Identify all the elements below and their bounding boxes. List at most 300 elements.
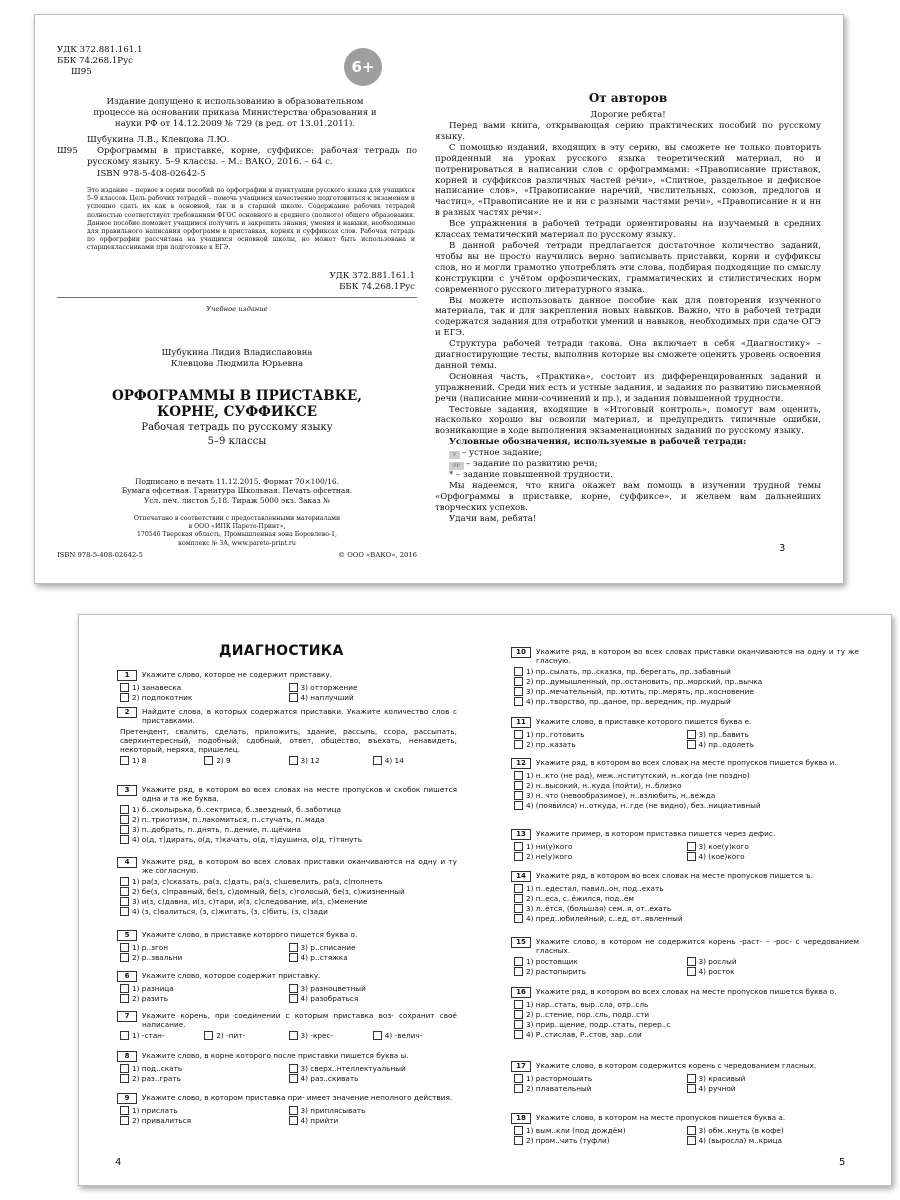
task-word-list: Претендент, свалить, сделать, приложить, здание, рассыпь, ссора, рассыпать, сверхинтересный, подобный, сдобный, ответ, общество, въехать, ненавидеть, некоторый, неряха, пришелец. xyxy=(120,727,457,755)
grades: 5–9 классы xyxy=(207,436,267,447)
checkbox[interactable] xyxy=(514,957,523,966)
task-4 xyxy=(117,857,457,916)
bibliographic-record xyxy=(57,135,417,180)
task-number: 4 xyxy=(117,857,137,868)
checkbox[interactable] xyxy=(514,697,523,706)
answer-option[interactable] xyxy=(514,1020,859,1029)
checkbox[interactable] xyxy=(514,740,523,749)
answer-option[interactable] xyxy=(289,1074,458,1083)
task-number: 6 xyxy=(117,971,137,982)
answer-option[interactable] xyxy=(120,1074,289,1083)
answer-option[interactable] xyxy=(687,740,860,749)
task-3 xyxy=(117,785,457,844)
task-question: Укажите слово, которое не содержит приставку. xyxy=(142,670,333,679)
answer-option-label: 2) н..высокий, н..куда (пойти), н..близко xyxy=(526,781,682,791)
task-2 xyxy=(117,707,457,765)
task-13 xyxy=(511,829,859,861)
title-spread xyxy=(34,14,844,584)
answer-option[interactable] xyxy=(120,835,457,844)
task-number: 15 xyxy=(511,937,531,948)
checkbox[interactable] xyxy=(289,984,298,993)
answer-option[interactable] xyxy=(373,756,457,765)
checkbox[interactable] xyxy=(514,894,523,903)
answer-option-label: 3) обм..кнуть (в кофе) xyxy=(698,1126,784,1135)
title-line-1: ОРФОГРАММЫ В ПРИСТАВКЕ, xyxy=(112,388,362,404)
answer-option[interactable] xyxy=(120,994,289,1003)
answer-option-label: 2) 9 xyxy=(216,756,231,766)
answer-option-label: 2) привалиться xyxy=(132,1116,192,1126)
answer-option[interactable] xyxy=(120,683,289,692)
task-question: Укажите слово, в котором на месте пропусков пишется буква а. xyxy=(536,1113,786,1122)
answer-options xyxy=(511,1000,859,1039)
checkbox[interactable] xyxy=(289,1106,298,1115)
bbk-top: ББК 74.268.1Рус xyxy=(57,55,133,66)
answer-option-label: 4) пр..творство, пр..даное, пр..вередник, пр..мудрый xyxy=(526,697,731,707)
answer-option-label: 2) -пит- xyxy=(216,1031,246,1041)
task-number: 3 xyxy=(117,785,137,796)
answer-option-label: 4) (выросла) м..крица xyxy=(698,1136,782,1146)
legend-speech xyxy=(435,459,821,470)
answer-option[interactable] xyxy=(120,897,457,906)
checkbox[interactable] xyxy=(514,1074,523,1083)
checkbox[interactable] xyxy=(120,693,129,702)
answer-option[interactable] xyxy=(514,842,687,851)
answer-option[interactable] xyxy=(289,1116,458,1125)
preface-p8: Тестовые задания, входящие в «Итоговый контроль», помогут вам оценить, насколько хорошо вы освоили материал, и предупредить типичные ошибки, возникающие в ходе выполнения экзаменационных заданий по русскому языку. xyxy=(435,404,821,437)
checkbox[interactable] xyxy=(120,994,129,1003)
answer-option[interactable] xyxy=(120,943,289,952)
answer-option[interactable] xyxy=(687,1084,860,1093)
task-1 xyxy=(117,670,457,702)
task-number: 2 xyxy=(117,707,137,718)
answer-option[interactable] xyxy=(514,677,859,686)
task-17 xyxy=(511,1061,859,1093)
checkbox[interactable] xyxy=(289,693,298,702)
answer-option-label: 2) р..звальни xyxy=(132,953,183,963)
answer-option-label: 1) под..скать xyxy=(132,1064,183,1073)
answer-options xyxy=(117,877,457,916)
answer-option[interactable] xyxy=(687,1136,860,1145)
answer-option-label: 2) раз..грать xyxy=(132,1074,181,1084)
answer-options xyxy=(117,805,457,844)
checkbox[interactable] xyxy=(120,756,129,765)
task-question: Укажите слово, в корне которого после приставки пишется буква ы. xyxy=(142,1051,409,1060)
book-title xyxy=(57,389,417,420)
answer-option[interactable] xyxy=(514,771,859,780)
checkbox[interactable] xyxy=(120,825,129,834)
checkbox[interactable] xyxy=(514,791,523,800)
checkbox[interactable] xyxy=(514,1084,523,1093)
answer-option-label: 3) приплясывать xyxy=(300,1106,366,1115)
answer-option[interactable] xyxy=(120,825,457,834)
answer-option-label: 1) п..едестал, павил..он, под..ехать xyxy=(526,884,664,893)
checkbox[interactable] xyxy=(687,957,696,966)
answer-option[interactable] xyxy=(289,683,458,692)
checkbox[interactable] xyxy=(204,1031,213,1040)
task-number: 13 xyxy=(511,829,531,840)
diagnostics-title: ДИАГНОСТИКА xyxy=(219,643,344,659)
answer-option-label: 2) п..еса, с..ёжился, под..ём xyxy=(526,894,634,904)
author-2: Клевцова Людмила Юрьевна xyxy=(170,358,304,369)
print-line-3: Усл. печ. листов 5,18. Тираж 5000 экз. Заказ № xyxy=(144,495,330,505)
checkbox[interactable] xyxy=(514,1126,523,1135)
answer-option[interactable] xyxy=(289,953,458,962)
checkbox[interactable] xyxy=(289,683,298,692)
task-number: 17 xyxy=(511,1061,531,1072)
checkbox[interactable] xyxy=(373,1031,382,1040)
checkbox[interactable] xyxy=(514,677,523,686)
checkbox[interactable] xyxy=(120,805,129,814)
answer-option[interactable] xyxy=(289,943,458,952)
checkbox[interactable] xyxy=(120,1031,129,1040)
book-subtitle xyxy=(57,421,417,449)
answer-option[interactable] xyxy=(289,1064,458,1073)
checkbox[interactable] xyxy=(514,884,523,893)
task-question: Укажите корень, при соединении с которым приставка воз- сохранит своё написание. xyxy=(142,1011,457,1030)
page-number-5: 5 xyxy=(839,1157,846,1168)
task-question: Укажите слово, в котором содержится корень с чередованием гласных. xyxy=(536,1061,817,1070)
answer-option-label: 3) п..добрать, п..днять, п..дение, п..щёчина xyxy=(132,825,301,835)
answer-option-label: 2) не(у)кого xyxy=(526,852,573,862)
answer-option[interactable] xyxy=(514,801,859,810)
answer-option-label: 3) р..списание xyxy=(300,943,356,952)
preface-p3: Все упражнения в рабочей тетради ориентированы на изучаемый в средних классах тематический материал по русскому языку. xyxy=(435,219,821,241)
answer-option-label: 1) ростовщик xyxy=(526,957,578,967)
answer-option[interactable] xyxy=(120,756,204,765)
answer-option[interactable] xyxy=(289,1031,373,1040)
checkbox[interactable] xyxy=(120,984,129,993)
checkbox[interactable] xyxy=(289,1064,298,1073)
answer-option-label: 3) н..что (невообразимое), н..взлюбить, н..вежда xyxy=(526,791,716,801)
answer-options xyxy=(511,667,859,706)
answer-option[interactable] xyxy=(514,730,687,739)
print-line-1: Подписано в печать 11.12.2015. Формат 70×100/16. xyxy=(134,477,339,486)
checkbox[interactable] xyxy=(687,852,696,861)
task-question: Укажите ряд, в котором во всех словах на месте пропусков пишется ъ. xyxy=(536,871,813,880)
answer-option[interactable] xyxy=(289,693,458,702)
answer-option[interactable] xyxy=(687,842,860,851)
answer-option-label: 4) (з, с)валиться, (з, с)жигать, (з, с)бить, (з, с)зади xyxy=(132,907,328,917)
checkbox[interactable] xyxy=(687,967,696,976)
checkbox[interactable] xyxy=(120,1106,129,1115)
checkbox[interactable] xyxy=(373,756,382,765)
preface-heading: От авторов xyxy=(588,91,668,105)
checkbox[interactable] xyxy=(120,1074,129,1083)
checkbox[interactable] xyxy=(687,730,696,739)
answer-option-label: 1) 8 xyxy=(132,756,147,766)
answer-option[interactable] xyxy=(514,1074,687,1083)
answer-option-label: 2) бе(з, с)правный, бе(з, с)домный, бе(з, с)голосый, бе(з, с)жизненный xyxy=(132,887,405,897)
checkbox[interactable] xyxy=(514,967,523,976)
answer-option[interactable] xyxy=(514,884,859,893)
checkbox[interactable] xyxy=(289,953,298,962)
task-number: 11 xyxy=(511,717,531,728)
task-number: 5 xyxy=(117,930,137,941)
checkbox[interactable] xyxy=(289,1116,298,1125)
answer-option-label: 1) н..кто (не рад), меж..нститутский, н..когда (не поздно) xyxy=(526,771,750,780)
task-14 xyxy=(511,871,859,923)
answer-option[interactable] xyxy=(514,967,687,976)
answer-option[interactable] xyxy=(514,791,859,800)
answer-option[interactable] xyxy=(120,1116,289,1125)
answer-option-label: 1) ра(з, с)сказать, ра(з, с)дать, ра(з, с)шевелить, ра(з, с)полнеть xyxy=(132,877,383,887)
answer-option-label: 4) 14 xyxy=(384,756,404,766)
answer-option[interactable] xyxy=(120,1064,289,1073)
answer-option[interactable] xyxy=(373,1031,457,1040)
checkbox[interactable] xyxy=(514,1000,523,1009)
answer-option[interactable] xyxy=(514,894,859,903)
answer-option[interactable] xyxy=(514,1010,859,1019)
checkbox[interactable] xyxy=(120,835,129,844)
answer-options xyxy=(117,1106,457,1125)
checkbox[interactable] xyxy=(514,904,523,913)
checkbox[interactable] xyxy=(514,1030,523,1039)
checkbox[interactable] xyxy=(514,687,523,696)
task-question: Укажите слово, в приставке которого пишется буква о. xyxy=(142,930,358,939)
checkbox[interactable] xyxy=(120,683,129,692)
checkbox[interactable] xyxy=(120,877,129,886)
checkbox[interactable] xyxy=(204,756,213,765)
task-16 xyxy=(511,987,859,1039)
printer-line-2: в ООО «ИПК Парето-Принт», xyxy=(188,523,286,531)
udk-top: УДК 372.881.161.1 xyxy=(57,45,143,55)
answer-options xyxy=(511,730,859,749)
answer-option[interactable] xyxy=(687,967,860,976)
answer-option-label: 2) растопырить xyxy=(526,967,587,977)
answer-options xyxy=(117,984,457,1003)
checkbox[interactable] xyxy=(289,1031,298,1040)
task-question: Укажите слово, которое содержит приставку. xyxy=(142,971,321,980)
answer-option-label: 2) подлокотник xyxy=(132,693,193,703)
copyright: © ООО «ВАКО», 2016 xyxy=(338,551,417,559)
checkbox[interactable] xyxy=(120,953,129,962)
answer-option[interactable] xyxy=(120,984,289,993)
checkbox[interactable] xyxy=(120,887,129,896)
checkbox[interactable] xyxy=(120,907,129,916)
answer-option-label: 4) р..стяжка xyxy=(300,953,348,963)
task-question: Укажите ряд, в котором во всех словах приставки оканчиваются на одну и ту же согласную. xyxy=(142,857,457,876)
answer-option[interactable] xyxy=(514,1000,859,1009)
checkbox[interactable] xyxy=(687,1126,696,1135)
task-number: 7 xyxy=(117,1011,137,1022)
task-question: Укажите слово, в котором не содержится корень -раст- – -рос- с чередованием гласных. xyxy=(536,937,859,956)
checkbox[interactable] xyxy=(289,756,298,765)
answer-option[interactable] xyxy=(514,667,859,676)
author-code-top: Ш95 xyxy=(71,66,92,77)
checkbox[interactable] xyxy=(289,943,298,952)
answer-option-label: 1) нар..стать, выр..сла, отр..сль xyxy=(526,1000,649,1009)
answer-option[interactable] xyxy=(514,697,859,706)
answer-options xyxy=(511,884,859,923)
answer-option-label: 3) разноцветный xyxy=(300,984,366,993)
answer-options xyxy=(511,957,859,976)
answer-option-label: 2) п..триотизм, п..лакомиться, п..стучать, п..мада xyxy=(132,815,325,825)
checkbox[interactable] xyxy=(514,771,523,780)
checkbox[interactable] xyxy=(120,943,129,952)
checkbox[interactable] xyxy=(514,852,523,861)
preface-body xyxy=(435,121,821,525)
page-number-3: 3 xyxy=(779,543,786,554)
divider-line xyxy=(57,297,417,298)
answer-option-label: 4) (появился) н..откуда, н..где (не видно), без..нициативный xyxy=(526,801,761,811)
legend-title: Условные обозначения, используемые в рабочей тетради: xyxy=(449,437,747,448)
answer-option[interactable] xyxy=(289,1106,458,1115)
isbn-top: ISBN 978-5-408-02642-5 xyxy=(97,168,206,179)
answer-options xyxy=(511,1126,859,1145)
checkbox[interactable] xyxy=(514,1136,523,1145)
answer-option[interactable] xyxy=(289,984,458,993)
answer-option-label: 3) прир..щение, подр..стать, перер..с xyxy=(526,1020,671,1030)
printer-line-1: Отпечатано в соответствии с предоставленными материалами xyxy=(133,515,341,522)
answer-option-label: 1) пр..сылать, пр..сказка, пр..берегать, пр..забавный xyxy=(526,667,731,677)
diagnostics-spread xyxy=(78,614,892,1186)
printer-info xyxy=(57,515,417,548)
checkbox[interactable] xyxy=(514,842,523,851)
answer-option[interactable] xyxy=(687,957,860,966)
answer-option-label: 1) -стан- xyxy=(132,1031,165,1041)
answer-option-label: 2) р..стение, пор..сль, подр..сти xyxy=(526,1010,650,1020)
age-rating-badge: 6+ xyxy=(344,48,382,86)
side-code: Ш95 xyxy=(57,145,78,156)
checkbox[interactable] xyxy=(289,1074,298,1083)
checkbox[interactable] xyxy=(289,994,298,1003)
checkbox[interactable] xyxy=(514,1010,523,1019)
task-number: 1 xyxy=(117,670,137,681)
checkbox[interactable] xyxy=(514,781,523,790)
answer-option-label: 1) растормошить xyxy=(526,1074,593,1083)
task-question: Укажите пример, в котором приставка пишется через дефис. xyxy=(536,829,776,838)
answer-option[interactable] xyxy=(120,1106,289,1115)
answer-option[interactable] xyxy=(120,887,457,896)
answer-option[interactable] xyxy=(687,1126,860,1135)
answer-option-label: 3) сверх..нтеллектуальный xyxy=(300,1064,406,1073)
annotation: Это издание – первое в серии пособий по орфографии и пунктуации русского языка для учащихся 5–9 классов. Цель рабочих тетрадей – помочь учащимся качественно подготовиться к экзаменам и успешно сдать их как в основной, так и в старшей школе. Содержание рабочих тетрадей полностью соответствует требованиям ФГОС основного и среднего (полного) общего образования. Данное пособие поможет учащимся получить и закрепить знания, умения и навыки, необходимые для правильного написания орфограмм в приставках, корнях и суффиксах слов. Рабочая тетрадь по орфографии рассчитана на учащихся основной школы, но может быть использована и старшеклассниками при подготовке к ЕГЭ. xyxy=(87,187,415,252)
answer-option[interactable] xyxy=(120,877,457,886)
checkbox[interactable] xyxy=(687,1136,696,1145)
answer-option-label: 2) плавательный xyxy=(526,1084,592,1094)
answer-option[interactable] xyxy=(514,781,859,790)
answer-option-label: 3) л..ётся, (большая) сем..я, от..ехать xyxy=(526,904,672,914)
answer-option-label: 1) разница xyxy=(132,984,174,993)
answer-option-label: 4) -велич- xyxy=(384,1031,423,1041)
printer-line-3: 170546 Тверская область, Промышленная зона Боровлево-1, xyxy=(136,531,338,539)
task-11 xyxy=(511,717,859,749)
answer-option[interactable] xyxy=(687,730,860,739)
checkbox[interactable] xyxy=(514,1020,523,1029)
authors-short: Шубукина Л.В., Клевцова Л.Ю. xyxy=(87,135,230,145)
answer-option-label: 3) отторжение xyxy=(300,683,358,692)
answer-option[interactable] xyxy=(687,1074,860,1083)
legend-oral-text: – устное задание; xyxy=(462,448,543,459)
answer-option[interactable] xyxy=(120,693,289,702)
answer-option-label: 4) о(д, т)дирать, о(д, т)качать, о(д, т)душина, о(д, т)тянуть xyxy=(132,835,363,845)
checkbox[interactable] xyxy=(120,1064,129,1073)
answer-option[interactable] xyxy=(514,957,687,966)
preface-p2: С помощью изданий, входящих в эту серию, вы сможете не только повторить пройденный на уроках русского языка теоретический материал, но и потренироваться в написании слов с орфограммами: «Правописание приставок, корней и суффиксов различных частей речи», «Слитное, раздельное и дефисное написание слов», «Правописание наречий, числительных, союзов, предлогов и частиц», «Правописание не и ни с разными частями речи», «Правописание н и нн в разных частях речи». xyxy=(435,142,821,219)
udk-bottom: УДК 372.881.161.1 xyxy=(329,271,415,281)
authors-full xyxy=(57,348,417,370)
checkbox[interactable] xyxy=(514,730,523,739)
answer-option[interactable] xyxy=(514,1030,859,1039)
answer-option[interactable] xyxy=(514,904,859,913)
task-question: Укажите ряд, в котором во всех словах приставки оканчиваются на одну и ту же гласную. xyxy=(536,647,859,666)
answer-option-label: 3) 12 xyxy=(300,756,320,766)
answer-option-label: 3) -крес- xyxy=(300,1031,334,1041)
task-number: 18 xyxy=(511,1113,531,1124)
checkbox[interactable] xyxy=(120,815,129,824)
task-number: 10 xyxy=(511,647,531,658)
answer-option[interactable] xyxy=(120,805,457,814)
answer-option[interactable] xyxy=(120,1031,204,1040)
preface-p4: В данной рабочей тетради предлагается достаточное количество заданий, чтобы вы не просто научились верно записывать приставки, корни и суффиксы слов, но и могли грамотно употреблять эти слова, подбирая подходящие по смыслу конструкции с учётом орфоэпических, грамматических и стилистических норм современного русского литературного языка. xyxy=(435,240,821,295)
legend-oral xyxy=(435,448,821,459)
answer-option[interactable] xyxy=(204,1031,288,1040)
answer-option[interactable] xyxy=(289,756,373,765)
task-number: 8 xyxy=(117,1051,137,1062)
answer-option[interactable] xyxy=(120,815,457,824)
answer-option-label: 4) пред..юбилейный, с..ед, от..явленный xyxy=(526,914,683,924)
checkbox[interactable] xyxy=(120,1116,129,1125)
answer-option[interactable] xyxy=(514,740,687,749)
checkbox[interactable] xyxy=(687,1074,696,1083)
answer-options xyxy=(117,756,457,765)
answer-option[interactable] xyxy=(289,994,458,1003)
biblio-description: Орфограммы в приставке, корне, суффиксе: рабочая тетрадь по русскому языку. 5–9 классы. – М.: ВАКО, 2016. – 64 с. xyxy=(87,145,417,167)
checkbox[interactable] xyxy=(514,801,523,810)
bbk-bottom: ББК 74.268.1Рус xyxy=(339,281,415,292)
answer-option-label: 4) пр..одолеть xyxy=(698,740,755,750)
task-8 xyxy=(117,1051,457,1083)
task-question: Укажите слово, в приставке которого пишется буква е. xyxy=(536,717,752,726)
checkbox[interactable] xyxy=(687,1084,696,1093)
answer-option[interactable] xyxy=(120,953,289,962)
answer-option-label: 4) (кое)кого xyxy=(698,852,745,862)
preface-p9: Мы надеемся, что книга окажет вам помощь в изучении трудной темы «Орфограммы в приставке, корне, суффиксе», и желаем вам дальнейших творческих успехов. xyxy=(435,481,821,513)
printer-line-4: комплекс № 3А, www.pareto-print.ru xyxy=(178,539,296,547)
answer-option-label: 4) наплучший xyxy=(300,693,354,703)
answer-option-label: 2) пр..думышленный, пр..остановить, пр..морский, пр..вычка xyxy=(526,677,763,687)
answer-option-label: 1) ни(у)кого xyxy=(526,842,573,851)
answer-option[interactable] xyxy=(514,687,859,696)
answer-option[interactable] xyxy=(204,756,288,765)
preface-p5: Вы можете использовать данное пособие как для повторения изученного материала, так и для закрепления новых навыков. Важно, что в рабочей тетради содержатся задания для отработки умений и навыков, необходимых при сдаче ОГЭ и ЕГЭ. xyxy=(435,295,821,339)
checkbox[interactable] xyxy=(514,914,523,923)
answer-options xyxy=(511,771,859,810)
answer-option[interactable] xyxy=(514,1084,687,1093)
answer-option[interactable] xyxy=(514,852,687,861)
preface-p6: Структура рабочей тетради такова. Она включает в себя «Диагностику» – диагностирующие тесты, выполнив которые вы сможете оценить уровень освоения данной темы. xyxy=(435,339,821,371)
answer-option[interactable] xyxy=(514,1126,687,1135)
answer-option[interactable] xyxy=(120,907,457,916)
answer-option[interactable] xyxy=(514,914,859,923)
answer-option[interactable] xyxy=(514,1136,687,1145)
task-number: 9 xyxy=(117,1093,137,1104)
checkbox[interactable] xyxy=(687,842,696,851)
answer-option-label: 2) пром..чить (туфли) xyxy=(526,1136,610,1146)
task-18 xyxy=(511,1113,859,1145)
preface-p7: Основная часть, «Практика», состоит из дифференцированных заданий и упражнений. Среди них есть и устные задания, и задания по развитию письменной речи (написание мини-сочинений и пр.), и задания повышенной трудности. xyxy=(435,371,821,404)
task-6 xyxy=(117,971,457,1003)
answer-option-label: 2) пр..казать xyxy=(526,740,576,750)
checkbox[interactable] xyxy=(514,667,523,676)
subtitle: Рабочая тетрадь по русскому языку xyxy=(141,422,333,433)
preface-p1: Перед вами книга, открывающая серию практических пособий по русскому языку. xyxy=(435,121,821,142)
task-question: Найдите слова, в которых содержатся приставки. Укажите количество слов с приставками. xyxy=(142,707,457,726)
checkbox[interactable] xyxy=(687,740,696,749)
task-10 xyxy=(511,647,859,706)
answer-option[interactable] xyxy=(687,852,860,861)
checkbox[interactable] xyxy=(120,897,129,906)
